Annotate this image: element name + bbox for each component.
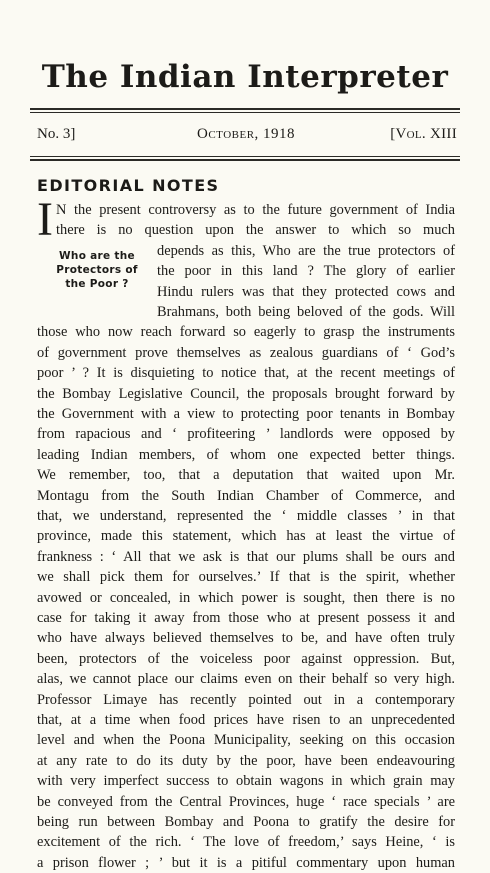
article-line: Hindu rulers was that they protected cows and [157,283,455,300]
bottom-double-rule-upper [30,156,460,157]
article-line: with very imperfect success to obtain wagons in which grain may [37,773,455,790]
article-line: from rapacious and ‘ profiteering ’ landlords were opposed by [37,426,455,443]
article-line: Brahmans, both being beloved of the gods. Will [157,304,455,320]
margin-note-line: Protectors of [56,264,138,276]
margin-note-line: the Poor ? [65,278,129,290]
article-line: depends as this, Who are the true protectors of [157,242,455,259]
article-line: Professor Limaye has recently pointed out in a contemporary [37,691,455,708]
article-line: N the present controversy as to the future government of India [56,202,455,218]
article-line: alas, we cannot place our claims even on their behalf so very high. [37,671,455,688]
top-double-rule-lower [30,112,460,113]
article-line: be conveyed from the Central Provinces, huge ‘ race specials ’ are [37,793,455,810]
article-line: those who now reach forward so eagerly to grasp the instruments [37,324,455,341]
issue-info-line [37,126,457,148]
margin-note-line: Who are the [59,250,135,262]
article-line: avowed or concealed, in which power is sought, then there is no [37,589,455,606]
journal-title: The Indian Interpreter [41,59,449,95]
drop-cap: I [37,193,53,246]
article-line: the Bombay Legislative Council, the proposals brought forward by [37,385,455,402]
article-line: at any rate to do its duty by the poor, have been endeavouring [37,752,455,769]
article-line: poor ’ ? It is disquieting to notice that, at the recent meetings of [37,365,455,382]
article-line: province, made this statement, which has at least the virtue of [37,528,455,545]
article-line: a prison flower ; ’ but it is a pitiful commentary upon human [37,854,455,871]
article-line: that, at a time when food prices have risen to an unprecedented [37,712,455,728]
article-line: We remember, too, that a deputation that waited upon Mr. [37,467,455,484]
issue-number: No. 3] [37,126,76,142]
article-line: we shall pick them for ourselves.’ If that is the spirit, whether [37,569,455,586]
article-line: frankness : ‘ All that we ask is that our plums shall be ours and [37,548,455,565]
article-line: the poor in this land ? The glory of earlier [157,263,455,280]
section-heading: EDITORIAL NOTES [37,176,220,195]
article-line: level and when the Poona Municipality, seeking on this occasion [37,732,455,749]
article-line: who have always believed themselves to be, and have often truly [37,630,455,647]
margin-note [37,249,157,291]
article-line: the Government with a view to protecting poor tenants in Bombay [37,406,455,422]
issue-date: October, 1918 [197,126,296,142]
article-line: that, we understand, represented the ‘ middle classes ’ in that [37,508,455,524]
article-line: leading Indian members, of whom one expected better things. [37,446,455,463]
issue-volume: [Vol. XIII [390,126,457,142]
article-line: being run between Bombay and Poona to gratify the desire for [37,814,455,830]
bottom-double-rule-lower [30,159,460,161]
article-line: case for taking it away from those who at present possess it and [37,610,455,626]
article-line: of government prove themselves as zealous guardians of ‘ God’s [37,344,455,361]
article-line: Montagu from the South Indian Chamber of Commerce, and [37,487,455,504]
article-line: been, protectors of the voiceless poor against oppression. But, [37,650,455,667]
top-double-rule-upper [30,108,460,110]
article-line: there is no question upon the answer to which so much [56,222,455,239]
article-line: excitement of the rich. ‘ The love of freedom,’ says Heine, ‘ is [37,834,455,851]
